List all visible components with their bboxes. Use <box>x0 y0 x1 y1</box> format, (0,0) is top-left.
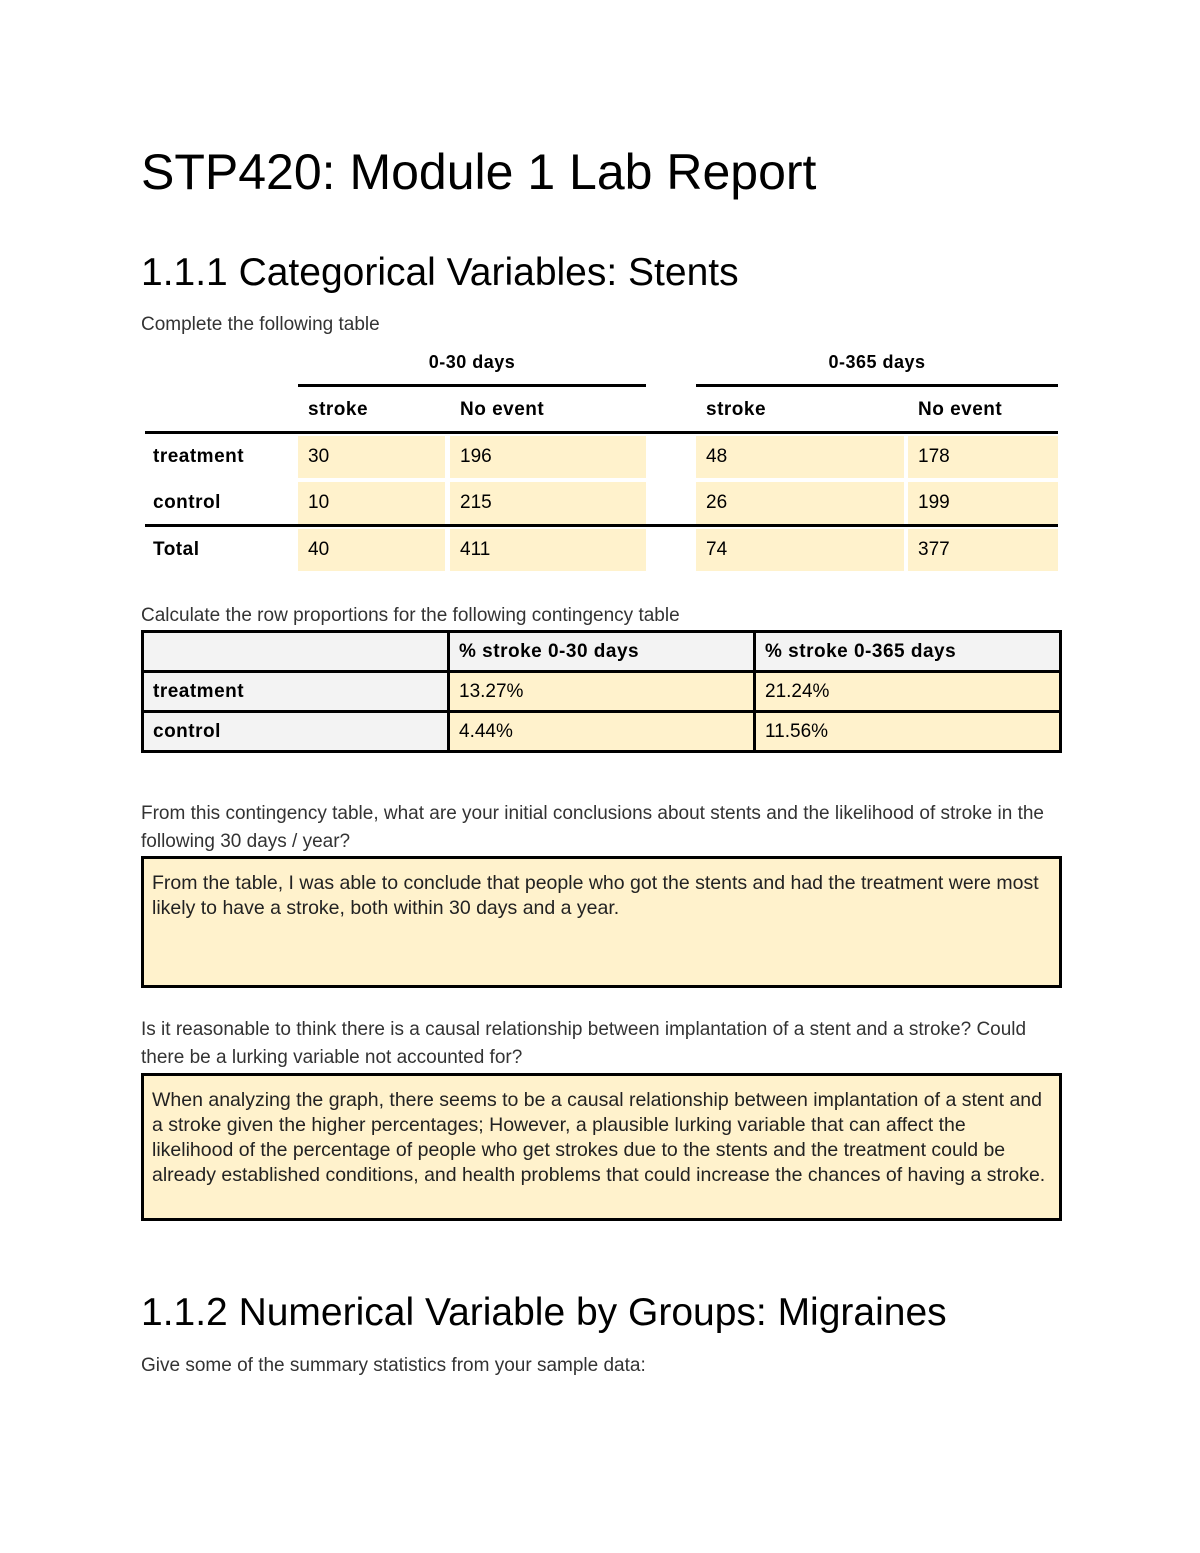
empty-header-cell <box>143 632 449 672</box>
count-cell[interactable]: 30 <box>298 436 445 478</box>
count-cell[interactable]: 215 <box>450 482 646 524</box>
table2-instruction: Calculate the row proportions for the following contingency table <box>141 605 680 626</box>
column-header: No event <box>460 399 545 420</box>
group-rule <box>696 384 1058 387</box>
column-header: No event <box>918 399 1003 420</box>
section-heading-migraines: 1.1.2 Numerical Variable by Groups: Migraines <box>141 1291 947 1334</box>
column-header: % stroke 0-365 days <box>755 632 1061 672</box>
row-label-treatment: treatment <box>153 446 245 467</box>
table1-instruction: Complete the following table <box>141 314 380 335</box>
count-cell[interactable]: 40 <box>298 529 445 571</box>
group-rule <box>298 384 646 387</box>
column-header: stroke <box>308 399 369 420</box>
column-header: % stroke 0-30 days <box>449 632 755 672</box>
page-title: STP420: Module 1 Lab Report <box>141 144 817 200</box>
row-label-total: Total <box>153 539 200 560</box>
proportion-cell[interactable]: 4.44% <box>449 712 755 752</box>
count-cell[interactable]: 10 <box>298 482 445 524</box>
count-cell[interactable]: 26 <box>696 482 904 524</box>
column-header: stroke <box>706 399 767 420</box>
answer-box-causal[interactable]: When analyzing the graph, there seems to be a causal relationship between implantation of a stent and a stroke given the higher percentages; However, a plausible lurking variable that can affect the likelihood of the percentage of people who get strokes due to the stents and the treatment could be already established conditions, and health problems that could increase the chances of having a stroke. <box>141 1073 1062 1221</box>
count-cell[interactable]: 377 <box>908 529 1058 571</box>
count-cell[interactable]: 74 <box>696 529 904 571</box>
count-cell[interactable]: 199 <box>908 482 1058 524</box>
count-cell[interactable]: 178 <box>908 436 1058 478</box>
row-label-treatment: treatment <box>143 672 449 712</box>
count-cell[interactable]: 411 <box>450 529 646 571</box>
header-rule <box>145 431 1058 434</box>
row-proportion-table <box>141 630 1062 753</box>
question-causal: Is it reasonable to think there is a causal relationship between implantation of a stent and a stroke? Could there be a lurking variable not accounted for? <box>141 1019 1027 1068</box>
row-label-control: control <box>153 492 221 513</box>
group-label-30-days: 0-30 days <box>428 352 516 372</box>
answer-box-conclusions[interactable]: From the table, I was able to conclude that people who got the stents and had the treatment were most likely to have a stroke, both within 30 days and a year. <box>141 856 1062 988</box>
question-conclusions: From this contingency table, what are your initial conclusions about stents and the likelihood of stroke in the following 30 days / year? <box>141 803 1045 852</box>
group-label-365-days: 0-365 days <box>828 352 926 372</box>
proportion-cell[interactable]: 21.24% <box>755 672 1061 712</box>
row-label-control: control <box>143 712 449 752</box>
count-cell[interactable]: 196 <box>450 436 646 478</box>
section-heading-stents: 1.1.1 Categorical Variables: Stents <box>141 251 739 294</box>
total-rule <box>145 524 1058 527</box>
summary-stats-instruction: Give some of the summary statistics from your sample data: <box>141 1355 646 1376</box>
count-cell[interactable]: 48 <box>696 436 904 478</box>
proportion-cell[interactable]: 11.56% <box>755 712 1061 752</box>
proportion-cell[interactable]: 13.27% <box>449 672 755 712</box>
